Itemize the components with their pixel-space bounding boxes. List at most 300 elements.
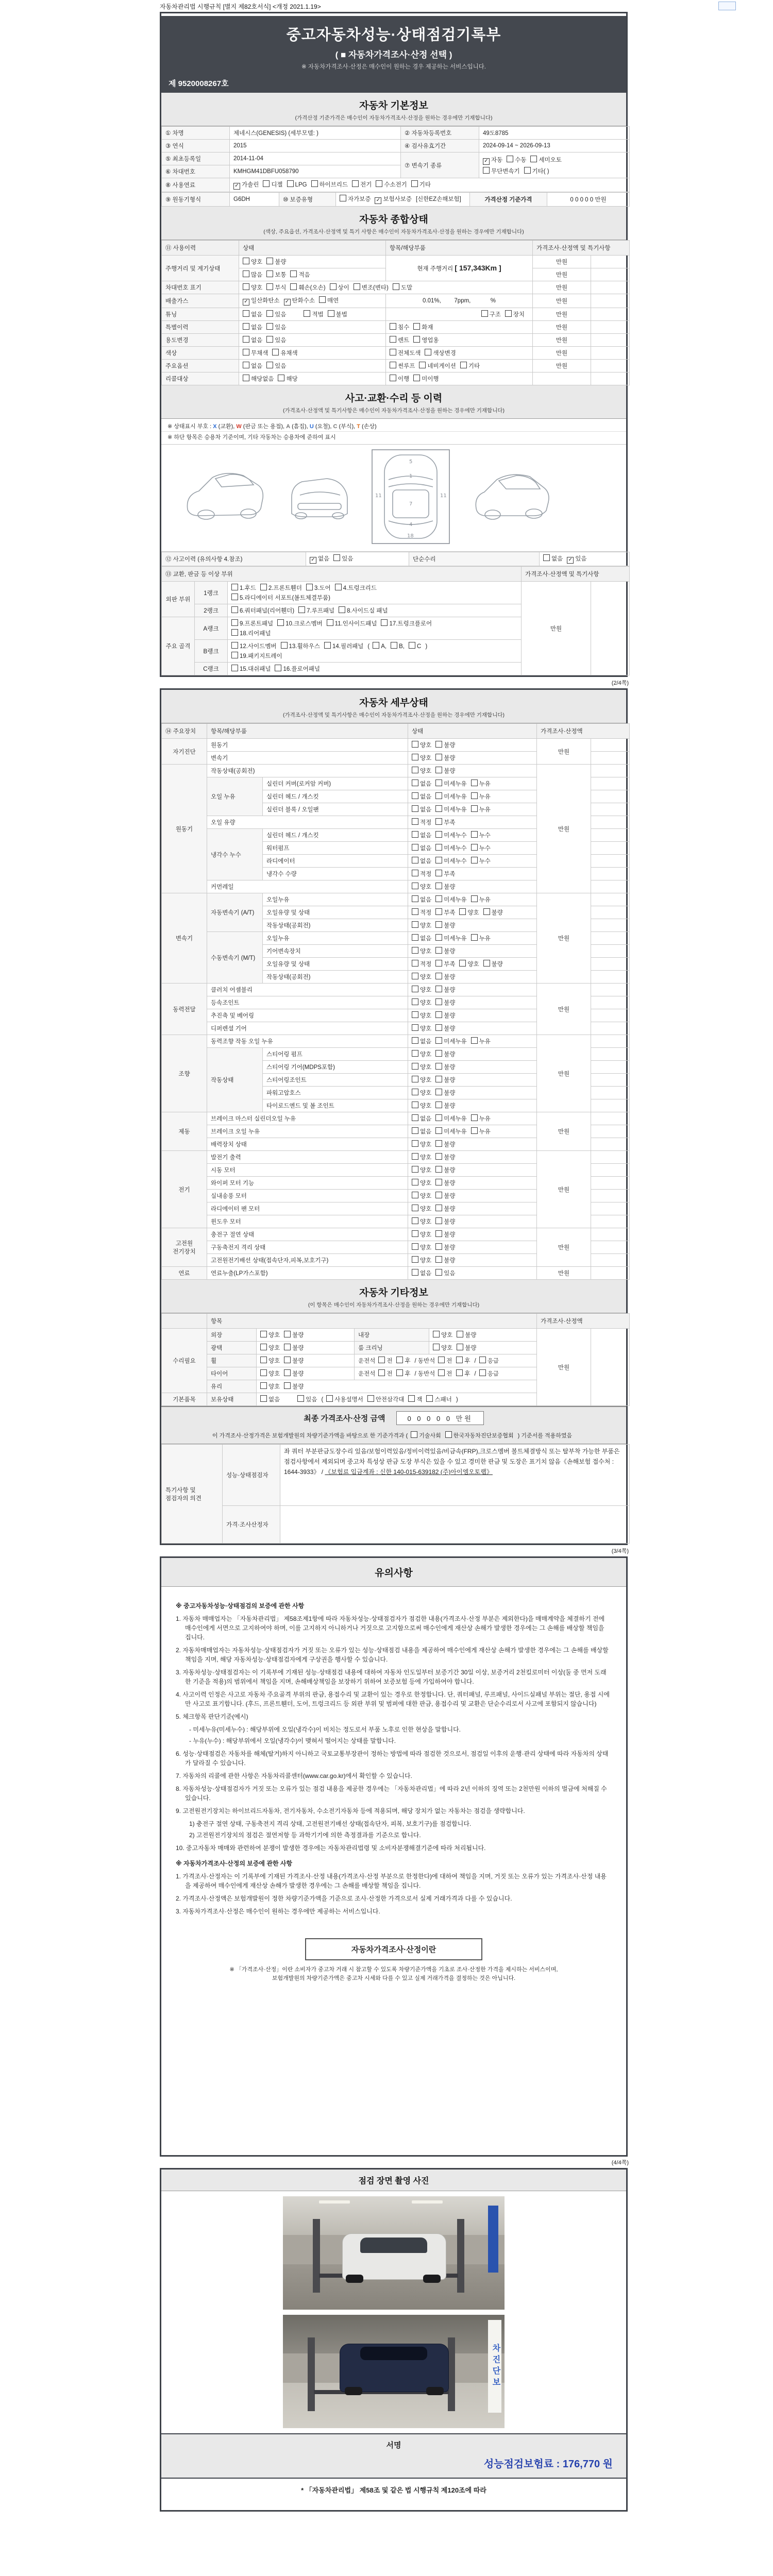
checkbox-양호[interactable] — [260, 1382, 267, 1389]
etc-price: 만원 — [537, 1329, 591, 1406]
checkbox-A,[interactable] — [373, 642, 379, 649]
checkbox-양호[interactable] — [243, 258, 249, 264]
checkbox-없음[interactable] — [412, 1037, 418, 1044]
recall-checks-2: 이행 미이행 — [386, 372, 533, 385]
checkbox-유채색[interactable] — [272, 349, 279, 355]
checkbox-스패너[interactable] — [426, 1395, 433, 1402]
keep-state-checks: 없음 있음 ( 사용설명서 안전삼각대 잭 스패너 ) — [257, 1393, 537, 1406]
checkbox-수소전기[interactable] — [376, 180, 382, 187]
checkbox-양호[interactable] — [260, 1344, 267, 1350]
checkbox-양호[interactable] — [412, 1205, 418, 1211]
checkbox-16.플로어패널[interactable] — [275, 665, 281, 671]
checkbox-누유[interactable] — [471, 895, 478, 902]
checkbox-없음[interactable] — [412, 844, 418, 851]
checkbox-미세누유[interactable] — [435, 1127, 442, 1134]
checkbox-없음[interactable] — [243, 310, 249, 317]
checkbox-적정[interactable] — [412, 870, 418, 876]
checkbox-C[interactable] — [409, 642, 415, 649]
state-cell: 적정 부족 양호 불량 — [408, 906, 537, 919]
state-cell: 양호 불량 — [408, 945, 537, 958]
checkbox-있음[interactable] — [333, 554, 340, 561]
checkbox-누유[interactable] — [471, 1114, 478, 1121]
checkbox-미세누유[interactable] — [435, 805, 442, 812]
checkbox-불량[interactable] — [435, 973, 442, 979]
checkbox-도말[interactable] — [393, 283, 399, 290]
checkbox-불량[interactable] — [435, 1166, 442, 1173]
group-cell: 오일 누유 — [207, 777, 263, 816]
checkbox-부족[interactable] — [435, 960, 442, 967]
checkbox-영업용[interactable] — [413, 336, 420, 343]
checkbox-없음[interactable] — [260, 1395, 267, 1402]
checkbox-없음[interactable] — [412, 779, 418, 786]
checkbox-8.사이드실 패널[interactable] — [339, 606, 345, 613]
blank-cell — [591, 1215, 630, 1228]
etc-header — [161, 1280, 626, 1313]
inspect-label: ④ 검사유효기간 — [401, 140, 479, 152]
outer-panel-label: 외판 부위 — [162, 582, 195, 617]
checkbox-불량[interactable] — [435, 1011, 442, 1018]
checkbox-양호[interactable] — [459, 960, 466, 967]
checkbox-해당[interactable] — [278, 375, 284, 381]
diagram-number: 18 — [407, 533, 414, 539]
checkbox-양호[interactable] — [412, 1076, 418, 1082]
checkbox-불량[interactable] — [435, 1063, 442, 1070]
checkbox-전체도색[interactable] — [390, 349, 396, 355]
checkbox-양호[interactable] — [412, 1153, 418, 1160]
checkbox-불량[interactable] — [435, 741, 442, 748]
checkbox-양호[interactable] — [459, 908, 466, 915]
checkbox-2.프론트휀더[interactable] — [260, 584, 267, 590]
notice-body — [161, 1587, 626, 1925]
state-cell: 없음 미세누수 누수 — [408, 855, 537, 868]
final-price-label: 최종 가격조사·산정 금액 — [304, 1414, 385, 1423]
option-checks-2: 썬루프 네비게이션 기타 — [386, 360, 533, 372]
checkbox-양호[interactable] — [243, 283, 249, 290]
checkbox-양호[interactable] — [412, 1024, 418, 1031]
checkbox-후[interactable] — [456, 1369, 463, 1376]
option-checks-1: 없음 있음 — [239, 360, 386, 372]
checkbox-자가보증[interactable] — [340, 195, 346, 201]
checkbox-불량[interactable] — [435, 1205, 442, 1211]
checkbox-색상변경[interactable] — [425, 349, 431, 355]
checkbox-무단변속기[interactable] — [483, 167, 490, 174]
state-cell: 양호 불량 — [408, 1087, 537, 1099]
rank-label: C랭크 — [195, 663, 228, 675]
checkbox-누유[interactable] — [471, 934, 478, 941]
checkbox-양호[interactable] — [412, 883, 418, 889]
checkbox-양호[interactable] — [412, 741, 418, 748]
checkbox-불량[interactable] — [435, 1076, 442, 1082]
checkbox-네비게이션[interactable] — [419, 362, 426, 368]
checkbox-불량[interactable] — [435, 1140, 442, 1147]
color-checks-2: 전체도색 색상변경 — [386, 347, 533, 360]
blank-cell — [591, 842, 630, 855]
checkbox-불량[interactable] — [435, 1101, 442, 1108]
rank-label: B랭크 — [195, 640, 228, 663]
accident-header — [161, 385, 626, 419]
checkbox-일산화탄소[interactable]: ✓ — [243, 299, 249, 306]
damage-code-U: U — [309, 423, 314, 430]
checkbox-수동[interactable] — [507, 156, 513, 162]
checkbox-부족[interactable] — [435, 870, 442, 876]
checkbox-누유[interactable] — [471, 779, 478, 786]
price-survey-note-1: ※ 「가격조사·산정」이란 소비자가 중고차 거래 시 참고할 수 있도록 차량기준가액을 기초로 조사·산정한 가격을 제시하는 서비스이며, — [229, 1967, 558, 1973]
notice-paragraph: 8. 자동차성능·상태점검자가 거짓 또는 오류가 있는 점검 내용을 제공한 경우에는 「자동차관리법」에 따라 2년 이하의 징역 또는 2천만원 이하의 벌금에 처해질 수 있습니다. — [176, 1785, 607, 1802]
checkbox-있음[interactable] — [297, 1395, 304, 1402]
emission-label: 배출가스 — [162, 294, 239, 308]
clean-checks: 양호 불량 — [429, 1342, 537, 1354]
checkbox-훼손(오손)[interactable] — [290, 283, 297, 290]
checkbox-적정[interactable] — [412, 908, 418, 915]
checkbox-미세누유[interactable] — [435, 792, 442, 799]
checkbox-불량[interactable] — [435, 883, 442, 889]
checkbox-적정[interactable] — [412, 960, 418, 967]
checkbox-누유[interactable] — [471, 792, 478, 799]
checkbox-불량[interactable] — [435, 998, 442, 1005]
accident-label: ⑫ 사고이력 (유의사항 4.참조) — [162, 552, 306, 566]
checkbox-양호[interactable] — [412, 767, 418, 773]
price-cell: 만원 — [537, 1151, 591, 1228]
checkbox-6.쿼터패널(리어휀더)[interactable] — [231, 606, 238, 613]
checkbox-양호[interactable] — [412, 1063, 418, 1070]
checkbox-많음[interactable] — [243, 270, 249, 277]
checkbox-썬루프[interactable] — [390, 362, 396, 368]
checkbox-응급[interactable] — [479, 1357, 486, 1363]
checkbox-누유[interactable] — [471, 1037, 478, 1044]
checkbox-없음[interactable] — [412, 831, 418, 838]
checkbox-사용설명서[interactable] — [326, 1395, 333, 1402]
item-cell: 실린더 헤드 / 개스킷 — [263, 790, 408, 803]
checkbox-후[interactable] — [396, 1369, 403, 1376]
checkbox-있음[interactable] — [266, 310, 273, 317]
state-cell: 양호 불량 — [408, 1074, 537, 1087]
checkbox-디젤[interactable] — [263, 180, 270, 187]
checkbox-양호[interactable] — [412, 1256, 418, 1263]
checkbox-7.루프패널[interactable] — [298, 606, 305, 613]
checkbox-화재[interactable] — [413, 323, 420, 330]
device-cell: 원동기 — [162, 765, 207, 893]
checkbox-없음[interactable] — [412, 1114, 418, 1121]
checkbox-없음[interactable] — [243, 336, 249, 343]
checkbox-양호[interactable] — [412, 1140, 418, 1147]
checkbox-불량[interactable] — [435, 1192, 442, 1198]
checkbox-4.트렁크리드[interactable] — [335, 584, 342, 590]
item-cell: 커먼레일 — [207, 880, 408, 893]
checkbox-침수[interactable] — [390, 323, 396, 330]
checkbox-전[interactable] — [378, 1369, 385, 1376]
checkbox-불량[interactable] — [435, 1217, 442, 1224]
checkbox-양호[interactable] — [412, 1089, 418, 1095]
checkbox-후[interactable] — [396, 1357, 403, 1363]
checkbox-불량[interactable] — [457, 1331, 463, 1337]
checkbox-하이브리드[interactable] — [311, 180, 318, 187]
checkbox-미세누유[interactable] — [435, 779, 442, 786]
checkbox-14.필러패널[interactable] — [324, 642, 331, 649]
checkbox-가솔린[interactable]: ✓ — [233, 183, 240, 190]
price-survey-note-2: 보험개발원의 차량기준가액은 중고차 시세와 다를 수 있고 실제 거래가격을 결정하는 것은 아닙니다. — [272, 1975, 516, 1982]
vin-mark-price: 만원 — [533, 281, 591, 294]
checkbox-불량[interactable] — [435, 947, 442, 954]
checkbox-불량[interactable] — [284, 1331, 291, 1337]
checkbox-부족[interactable] — [435, 908, 442, 915]
checkbox-B,[interactable] — [391, 642, 397, 649]
checkbox-10.크로스멤버[interactable] — [277, 619, 284, 626]
checkbox-누수[interactable] — [471, 831, 478, 838]
checkbox-양호[interactable] — [260, 1331, 267, 1337]
tuning-label: 튜닝 — [162, 308, 239, 321]
checkbox-있음[interactable]: ✓ — [567, 557, 574, 564]
car-wheel — [345, 2387, 362, 2395]
checkbox-불량[interactable] — [435, 1179, 442, 1185]
checkbox-불량[interactable] — [435, 986, 442, 992]
state-cell: 양호 불량 — [408, 996, 537, 1009]
exchange-price: 만원 — [522, 582, 591, 675]
checkbox-있음[interactable] — [266, 362, 273, 368]
recall-checks-1: 해당없음 해당 — [239, 372, 386, 385]
checkbox-전[interactable] — [438, 1369, 445, 1376]
inspector-comment: 좌 쿼터 부분판금도장수리 있음/보험이력있음/정비이력있음/비금속(FRP),크로스멤버 볼트체결방식 또는 탈부착 가능한 부품은 점검사항에서 제외되며 중고차 특성상 판금 도장 부식은 있을 수 있고 경미한 판금 및 도장은 표기치 않음《손해보험 접수처 : 1644-3933》 / 《보험료 입금계좌 : 신한 140-015-639182 (주)아이엠오토랩》 — [280, 1445, 630, 1506]
checkbox-적법[interactable] — [304, 310, 310, 317]
checkbox-전[interactable] — [438, 1357, 445, 1363]
checkbox-불량[interactable] — [435, 1089, 442, 1095]
checkbox-불량[interactable] — [266, 258, 273, 264]
checkbox-양호[interactable] — [412, 921, 418, 928]
checkbox-없음[interactable] — [543, 554, 550, 561]
checkbox-양호[interactable] — [260, 1357, 267, 1363]
checkbox-불량[interactable] — [483, 960, 490, 967]
item-cell: 작동상태(공회전) — [207, 765, 408, 777]
checkbox-미이행[interactable] — [413, 375, 420, 381]
checkbox-장치[interactable] — [505, 310, 512, 317]
checkbox-양호[interactable] — [260, 1369, 267, 1376]
price-cell: 만원 — [537, 1228, 591, 1267]
checkbox-13.휠하우스[interactable] — [281, 642, 288, 649]
base-price-label: 가격산정 기준가격 — [470, 193, 547, 207]
checkbox-불법[interactable] — [328, 310, 334, 317]
checkbox-누유[interactable] — [471, 805, 478, 812]
checkbox-19.패키지트레이[interactable] — [231, 652, 238, 658]
checkbox-1.후드[interactable] — [231, 584, 238, 590]
checkbox-양호[interactable] — [412, 1101, 418, 1108]
special-price: 만원 — [533, 321, 591, 334]
checkbox-없음[interactable] — [412, 792, 418, 799]
checkbox-불량[interactable] — [435, 1050, 442, 1057]
notice-paragraph: 10. 중고자동차 매매와 관련하여 분쟁이 발생한 경우에는 자동차관리법령 및 소비자분쟁해결기준에 따라 처리됩니다. — [176, 1844, 486, 1852]
tire-position-checks: 운전석 전 후 / 동반석 전 후 / 응급 — [355, 1367, 537, 1380]
checkbox-후[interactable] — [456, 1357, 463, 1363]
tire-label: 타이어 — [207, 1367, 257, 1380]
notice-paragraph: 1) 충전구 절연 상태, 구동축전지 격리 상태, 고전원전기배선 상태(접속단자, 피복, 보호기구)를 점검합니다. — [189, 1820, 472, 1827]
checkbox-양호[interactable] — [412, 998, 418, 1005]
blank-cell — [591, 906, 630, 919]
checkbox-12.사이드멤버[interactable] — [231, 642, 238, 649]
notice-paragraph: 9. 고전원전기장치는 하이브리드자동차, 전기자동차, 수소전기자동차 등에 적용되며, 해당 장치가 없는 자동차는 점검을 생략합니다. — [176, 1807, 525, 1815]
checkbox-전[interactable] — [378, 1357, 385, 1363]
checkbox-이행[interactable] — [390, 375, 396, 381]
checkbox-잭[interactable] — [408, 1395, 415, 1402]
price-cell: 만원 — [537, 765, 591, 893]
checkbox-양호[interactable] — [412, 1192, 418, 1198]
usage-checks-2: 렌트 영업용 — [386, 334, 533, 347]
checkbox-해당없음[interactable] — [243, 375, 249, 381]
checkbox-없음[interactable] — [243, 362, 249, 368]
checkbox-부족[interactable] — [435, 818, 442, 825]
mileage-price-1: 만원 — [533, 256, 591, 268]
checkbox-안전삼각대[interactable] — [367, 1395, 374, 1402]
checkbox-양호[interactable] — [412, 947, 418, 954]
checkbox-세미오토[interactable] — [530, 156, 537, 162]
damage-code-T: T — [357, 423, 360, 430]
checkbox-무채색[interactable] — [243, 349, 249, 355]
state-cell: 양호 불량 — [408, 1048, 537, 1061]
checkbox-적음[interactable] — [290, 270, 297, 277]
recall-price — [533, 372, 591, 385]
checkbox-11.인사이드패널[interactable] — [327, 619, 333, 626]
checkbox-5.라디에이터 서포트(볼트체결부품)[interactable] — [231, 594, 238, 600]
blank-cell — [591, 1177, 630, 1190]
simple-repair-label: 단순수리 — [409, 552, 540, 566]
device-cell: 변속기 — [162, 893, 207, 984]
state-cell: 적정 부족 양호 불량 — [408, 958, 537, 971]
checkbox-불량[interactable] — [435, 1230, 442, 1237]
checkbox-응급[interactable] — [479, 1369, 486, 1376]
checkbox-3.도어[interactable] — [306, 584, 313, 590]
checkbox-불량[interactable] — [435, 1243, 442, 1250]
state-cell: 없음 미세누유 누유 — [408, 777, 537, 790]
etc-item-header: 항목 — [207, 1314, 537, 1329]
checkbox-불량[interactable] — [435, 767, 442, 773]
final-price-value: 0 0 0 0 0 만원 — [396, 1411, 483, 1425]
checkbox-보험사보증[interactable]: ✓ — [375, 197, 381, 204]
checkbox-적정[interactable] — [412, 818, 418, 825]
checkbox-미세누수[interactable] — [435, 831, 442, 838]
checkbox-기술사회[interactable] — [411, 1431, 417, 1438]
checkbox-양호[interactable] — [412, 1230, 418, 1237]
checkbox-있음[interactable] — [266, 336, 273, 343]
checkbox-불량[interactable] — [483, 908, 490, 915]
mileage-value: [ 157,343Km ] — [455, 264, 501, 272]
checkbox-양호[interactable] — [412, 986, 418, 992]
state-cell: 양호 불량 — [408, 1138, 537, 1151]
checkbox-미세누유[interactable] — [435, 1037, 442, 1044]
checkbox-누유[interactable] — [471, 1127, 478, 1134]
checkbox-누수[interactable] — [471, 844, 478, 851]
state-cell: 없음 미세누수 누수 — [408, 842, 537, 855]
vin-label: ⑥ 차대번호 — [162, 165, 230, 178]
item-cell: 실린더 헤드 / 개스킷 — [263, 829, 408, 842]
mileage-label: 주행거리 및 계기상태 — [162, 256, 239, 281]
checkbox-양호[interactable] — [433, 1331, 440, 1337]
checkbox-없음[interactable] — [412, 1269, 418, 1276]
checkbox-미세누수[interactable] — [435, 857, 442, 863]
checkbox-양호[interactable] — [412, 973, 418, 979]
checkbox-변조(변타)[interactable] — [354, 283, 360, 290]
fuel-checks: ✓ 가솔린 디젤 LPG 하이브리드 전기 수소전기 기타 — [230, 178, 630, 192]
checkbox-없음[interactable] — [412, 805, 418, 812]
checkbox-있음[interactable] — [435, 1269, 442, 1276]
checkbox-불량[interactable] — [435, 921, 442, 928]
form-note: ※ 자동차가격조사·산정은 매수인이 원하는 경우 제공하는 서비스입니다. — [301, 64, 486, 70]
checkbox-상이[interactable] — [330, 283, 337, 290]
checkbox-없음[interactable] — [243, 323, 249, 330]
checkbox-9.프론트패널[interactable] — [231, 619, 238, 626]
checkbox-불량[interactable] — [457, 1344, 463, 1350]
photos-header — [161, 2170, 626, 2191]
checkbox-탄화수소[interactable]: ✓ — [284, 299, 291, 306]
checkbox-양호[interactable] — [412, 1050, 418, 1057]
checkbox-미세누수[interactable] — [435, 844, 442, 851]
diagram-number: 11 — [440, 493, 447, 499]
etc-price-header: 가격조사·산정액 — [537, 1314, 630, 1329]
checkbox-17.트렁크플로어[interactable] — [381, 619, 388, 626]
checkbox-불량[interactable] — [284, 1357, 291, 1363]
device-cell: 연료 — [162, 1267, 207, 1280]
checkbox-없음[interactable] — [412, 934, 418, 941]
checkbox-미세누유[interactable] — [435, 895, 442, 902]
law-reference-line: * 「자동차관리법」 제58조 및 같은 법 시행규칙 제120조에 따라 — [161, 2478, 626, 2510]
rank-label: 2랭크 — [195, 604, 228, 617]
checkbox-한국자동차진단보증협회[interactable] — [445, 1431, 452, 1438]
state-cell: 양호 불량 — [408, 984, 537, 996]
checkbox-불량[interactable] — [435, 1256, 442, 1263]
checkbox-미세누유[interactable] — [435, 934, 442, 941]
checkbox-불량[interactable] — [435, 1024, 442, 1031]
checkbox-자동[interactable]: ✓ — [483, 158, 490, 165]
blank-cell — [591, 1022, 630, 1035]
checkbox-기타[interactable] — [411, 180, 418, 187]
detail-title: 자동차 세부상태 — [359, 698, 428, 708]
checkbox-양호[interactable] — [412, 1179, 418, 1185]
checkbox-렌트[interactable] — [390, 336, 396, 343]
item-cell: 동력조향 작동 오일 누유 — [207, 1035, 408, 1048]
checkbox-기타( )[interactable] — [524, 167, 531, 174]
checkbox-15.대쉬패널[interactable] — [231, 665, 238, 671]
checkbox-불량[interactable] — [284, 1344, 291, 1350]
checkbox-전기[interactable] — [352, 180, 359, 187]
checkbox-양호[interactable] — [412, 754, 418, 760]
checkbox-기타[interactable] — [460, 362, 467, 368]
notice-paragraph: ※ 중고자동차성능·상태점검의 보증에 관한 사항 — [176, 1602, 305, 1609]
checkbox-매연[interactable] — [319, 296, 326, 303]
checkbox-LPG[interactable] — [287, 180, 294, 187]
checkbox-18.리어패널[interactable] — [231, 629, 238, 636]
checkbox-없음[interactable] — [412, 1127, 418, 1134]
checkbox-불량[interactable] — [435, 754, 442, 760]
checkbox-보통[interactable] — [266, 270, 273, 277]
checkbox-불량[interactable] — [284, 1382, 291, 1389]
checkbox-구조[interactable] — [481, 310, 488, 317]
blank-cell — [591, 321, 630, 334]
state-cell: 양호 불량 — [408, 1215, 537, 1228]
checkbox-있음[interactable] — [266, 323, 273, 330]
checkbox-불량[interactable] — [284, 1369, 291, 1376]
checkbox-불량[interactable] — [435, 1153, 442, 1160]
reg-no-label: ② 자동차등록번호 — [401, 127, 479, 140]
checkbox-양호[interactable] — [412, 1217, 418, 1224]
checkbox-부식[interactable] — [266, 283, 273, 290]
page-2 — [160, 688, 628, 1545]
checkbox-양호[interactable] — [412, 1243, 418, 1250]
blank-cell — [591, 996, 630, 1009]
checkbox-양호[interactable] — [412, 1166, 418, 1173]
checkbox-누수[interactable] — [471, 857, 478, 863]
checkbox-미세누유[interactable] — [435, 1114, 442, 1121]
checkbox-없음[interactable]: ✓ — [310, 557, 316, 564]
checkbox-양호[interactable] — [412, 1011, 418, 1018]
checkbox-없음[interactable] — [412, 857, 418, 863]
checkbox-양호[interactable] — [433, 1344, 440, 1350]
checkbox-없음[interactable] — [412, 895, 418, 902]
